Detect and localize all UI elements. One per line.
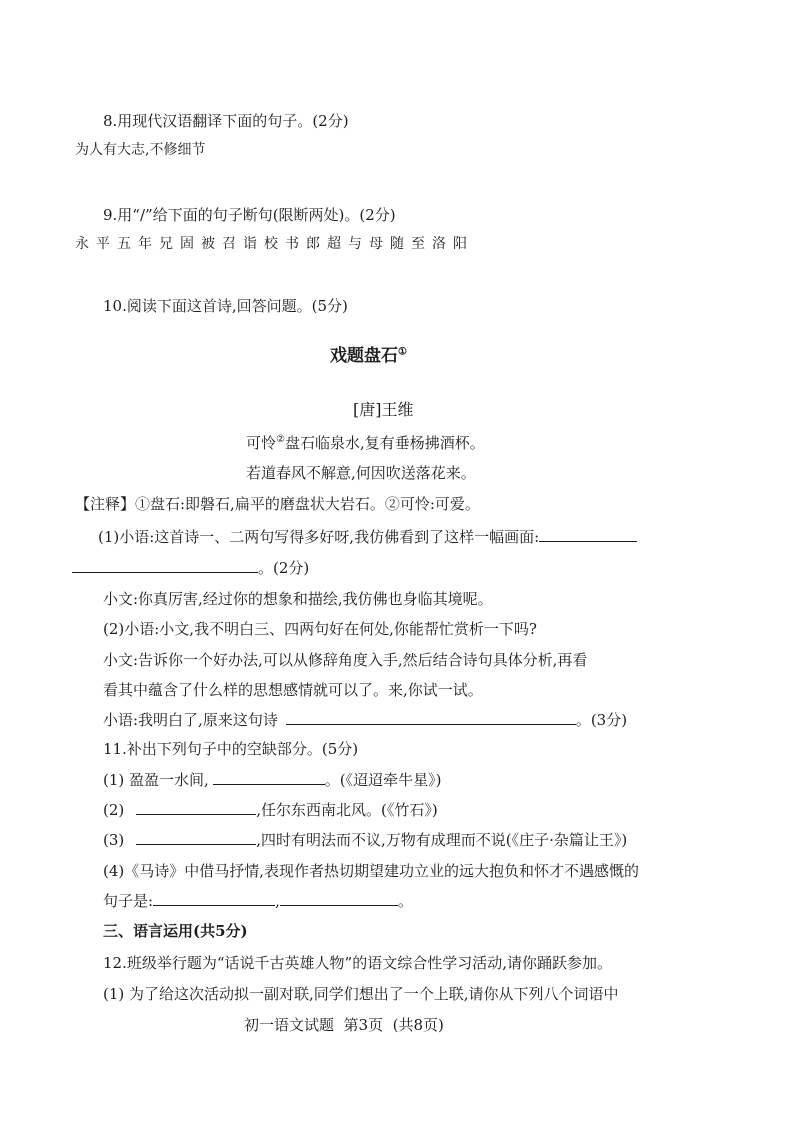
q8-sentence: 为人有大志,不修细节	[75, 142, 206, 158]
q11-item2-blank[interactable]	[136, 800, 256, 815]
q10-sub1-line2	[72, 558, 309, 578]
q10-sub1-blank-b[interactable]	[72, 558, 258, 573]
q11-item1-start: (1) 盈盈一水间,	[103, 771, 209, 789]
q10-sub2-line1: (2)小语:小文,我不明白三、四两句好在何处,你能帮忙赏析一下吗?	[103, 620, 537, 638]
q11-item4-line2-start: 句子是:	[103, 892, 154, 910]
poem-author: [唐]王维	[353, 400, 414, 419]
q11-item1-blank[interactable]	[213, 770, 325, 785]
q11-item2	[103, 800, 438, 820]
page-footer: 初一语文试题 第3页 (共8页)	[244, 1016, 444, 1034]
q11-item4-line2-end: 。	[397, 892, 413, 910]
q9-prompt: 9.用“/”给下面的句子断句(限断两处)。(2分)	[103, 206, 396, 224]
q11-item3-blank[interactable]	[136, 830, 256, 845]
poem-line-1-a: 可怜	[246, 434, 277, 452]
q11-item4-line2	[103, 891, 413, 911]
poem-line-1-b: 盘石临泉水,复有垂杨拂酒杯。	[284, 434, 485, 452]
poem-line-2: 若道春风不解意,何因吹送落花来。	[246, 464, 476, 482]
q10-sub1-end: 。(2分)	[258, 559, 310, 577]
q12-sub1: (1) 为了给这次活动拟一副对联,同学们想出了一个上联,请你从下列八个词语中	[103, 985, 619, 1003]
q10-prompt: 10.阅读下面这首诗,回答问题。(5分)	[103, 297, 348, 315]
q11-item2-start: (2)	[103, 801, 125, 819]
q9-sentence: 永平五年兄固被召诣校书郎超与母随至洛阳	[75, 236, 474, 252]
q11-item2-end: ,任尔东西南北风。(《竹石》)	[256, 801, 438, 819]
q11-item1	[103, 770, 442, 790]
poem-title-footnote-mark: ①	[398, 346, 407, 358]
q10-sub2-line3: 看其中蕴含了什么样的思想感情就可以了。来,你试一试。	[103, 681, 483, 699]
q10-sub2-line2: 小文:告诉你一个好办法,可以从修辞角度入手,然后结合诗句具体分析,再看	[103, 651, 588, 669]
q10-sub2-line4-end: 。(3分)	[575, 711, 628, 729]
q11-item3-end: ,四时有明法而不议,万物有成理而不说(《庄子·杂篇让王》)	[256, 831, 628, 849]
q11-item4-blank-b[interactable]	[280, 891, 398, 906]
q8-prompt: 8.用现代汉语翻译下面的句子。(2分)	[103, 112, 349, 130]
q11-item4-line2-mid: ,	[275, 892, 280, 910]
q11-item4-line1: (4)《马诗》中借马抒情,表现作者热切期望建功立业的远大抱负和怀才不遇感慨的	[103, 862, 640, 880]
q11-item3-start: (3)	[103, 831, 125, 849]
poem-title	[330, 346, 407, 366]
q11-item1-end: 。(《迢迢牵牛星》)	[324, 771, 442, 789]
poem-title-text: 戏题盘石	[330, 346, 398, 366]
q12-prompt: 12.班级举行题为“话说千古英雄人物”的语文综合性学习活动,请你踊跃参加。	[103, 954, 612, 972]
poem-notes: 【注释】①盘石:即磐石,扁平的磨盘状大岩石。②可怜:可爱。	[75, 495, 480, 513]
q10-sub2-line4	[103, 710, 627, 730]
poem-line-1	[246, 433, 485, 453]
q11-item3	[103, 830, 627, 850]
q10-sub1-text: (1)小语:这首诗一、二两句写得多好呀,我仿佛看到了这样一幅画面:	[98, 528, 540, 546]
q10-sub1-reply: 小文:你真厉害,经过你的想象和描绘,我仿佛也身临其境呢。	[103, 590, 493, 608]
q10-sub2-blank[interactable]	[286, 710, 576, 725]
q11-item4-blank-a[interactable]	[153, 891, 275, 906]
q11-prompt: 11.补出下列句子中的空缺部分。(5分)	[103, 740, 359, 758]
q10-sub1-line1	[98, 527, 637, 547]
q10-sub1-blank-a[interactable]	[539, 527, 637, 542]
section3-heading: 三、语言运用(共5分)	[103, 922, 248, 940]
q10-sub2-line4-start: 小语:我明白了,原来这句诗	[103, 711, 278, 729]
poem-line-1-footnote-mark: ②	[276, 434, 285, 445]
